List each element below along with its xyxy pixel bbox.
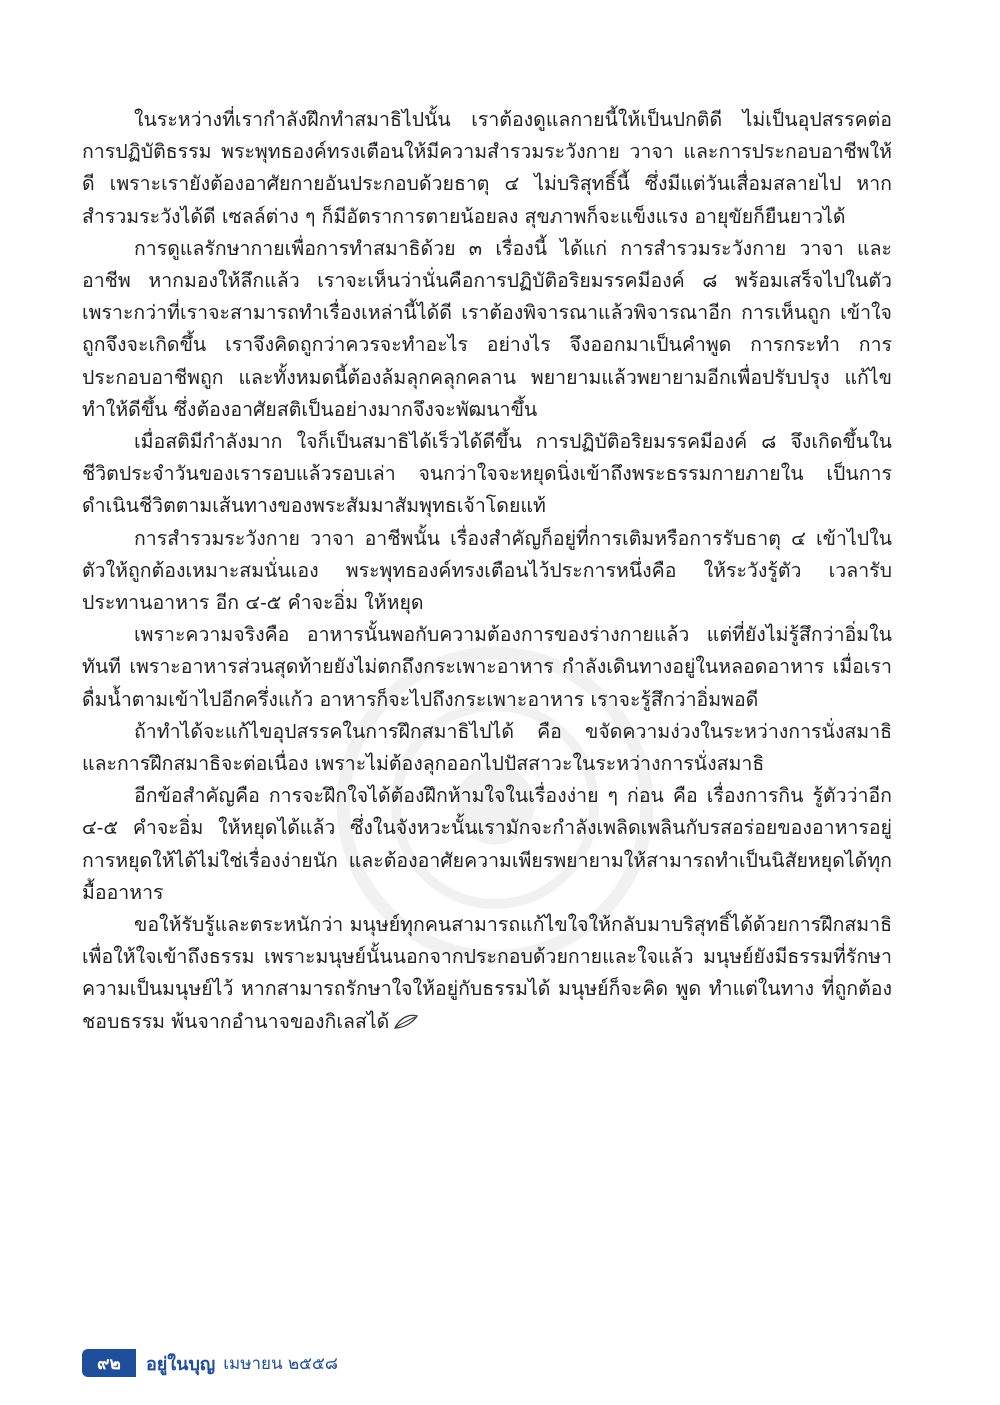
page-footer (82, 1348, 338, 1378)
paragraph-last-text: ขอให้รับรู้และตระหนักว่า มนุษย์ทุกคนสามารถแก้ไขใจให้กลับมาบริสุทธิ์ได้ด้วยการฝึกสมาธิ เพื่อให้ใจเข้าถึงธรรม เพราะมนุษย์นั้นนอกจากประกอบด้วยกายและใจแล้ว มนุษย์ยังมีธรรมที่รักษาความเป็นมนุษย์ไว้ หากสามารถรักษาใจให้อยู่กับธรรมได้ มนุษย์ก็จะคิด พูด ทำแต่ในทาง ที่ถูกต้องชอบธรรม พ้นจากอำนาจของกิเลสได้ (82, 913, 892, 1033)
paragraph: การดูแลรักษากายเพื่อการทำสมาธิด้วย ๓ เรื่องนี้ ได้แก่ การสำรวมระวังกาย วาจา และอาชีพ หากมองให้ลึกแล้ว เราจะเห็นว่านั่นคือการปฏิบัติอริยมรรคมีองค์ ๘ พร้อมเสร็จไปในตัว เพราะกว่าที่เราจะสามารถทำเรื่องเหล่านี้ได้ดี เราต้องพิจารณาแล้วพิจารณาอีก การเห็นถูก เข้าใจถูกจึงจะเกิดขึ้น เราจึงคิดถูกว่าควรจะทำอะไร อย่างไร จึงออกมาเป็นคำพูด การกระทำ การประกอบอาชีพถูก และทั้งหมดนี้ต้องล้มลุกคลุกคลาน พยายามแล้วพยายามอีกเพื่อปรับปรุง แก้ไขทำให้ดีขึ้น ซึ่งต้องอาศัยสติเป็นอย่างมากจึงจะพัฒนาขึ้น (82, 236, 892, 421)
paragraph-last (82, 909, 892, 1038)
paragraph: เพราะความจริงคือ อาหารนั้นพอกับความต้องการของร่างกายแล้ว แต่ที่ยังไม่รู้สึกว่าอิ่มในทันที เพราะอาหารส่วนสุดท้ายยังไม่ตกถึงกระเพาะอาหาร กำลังเดินทางอยู่ในหลอดอาหาร เมื่อเราดื่มน้ำตามเข้าไปอีกครึ่งแก้ว อาหารก็จะไปถึงกระเพาะอาหาร เราจะรู้สึกว่าอิ่มพอดี (82, 623, 892, 711)
paragraph: ในระหว่างที่เรากำลังฝึกทำสมาธิไปนั้น เราต้องดูแลกายนี้ให้เป็นปกติดี ไม่เป็นอุปสรรคต่อการปฏิบัติธรรม พระพุทธองค์ทรงเตือนให้มีความสำรวมระวังกาย วาจา และการประกอบอาชีพให้ดี เพราะเรายังต้องอาศัยกายอันประกอบด้วยธาตุ ๔ ไม่บริสุทธิ์นี้ ซึ่งมีแต่วันเสื่อมสลายไป หากสำรวมระวังได้ดี เซลล์ต่าง ๆ ก็มีอัตราการตายน้อยลง สุขภาพก็จะแข็งแรง อายุขัยก็ยืนยาวได้ (82, 108, 892, 228)
leaf-end-mark-icon (393, 1014, 419, 1030)
paragraph: อีกข้อสำคัญคือ การจะฝึกใจได้ต้องฝึกห้ามใจในเรื่องง่าย ๆ ก่อน คือ เรื่องการกิน รู้ตัวว่าอีก ๔-๕ คำจะอิ่ม ให้หยุดได้แล้ว ซึ่งในจังหวะนั้นเรามักจะกำลังเพลิดเพลินกับรสอร่อยของอาหารอยู่ การหยุดให้ได้ไม่ใช่เรื่องง่ายนัก และต้องอาศัยความเพียรพยายามให้สามารถทำเป็นนิสัยหยุดได้ทุกมื้ออาหาร (82, 784, 892, 904)
article-body (82, 104, 892, 1038)
issue-date: เมษายน ๒๕๕๘ (223, 1353, 339, 1374)
paragraph: เมื่อสติมีกำลังมาก ใจก็เป็นสมาธิได้เร็วได้ดีขึ้น การปฏิบัติอริยมรรคมีองค์ ๘ จึงเกิดขึ้นในชีวิตประจำวันของเรารอบแล้วรอบเล่า จนกว่าใจจะหยุดนิ่งเข้าถึงพระธรรมกายภายใน เป็นการดำเนินชีวิตตามเส้นทางของพระสัมมาสัมพุทธเจ้าโดยแท้ (82, 430, 892, 518)
page-number-badge: ๙๒ (82, 1349, 136, 1377)
magazine-name: อยู่ในบุญ (146, 1353, 216, 1375)
paragraph: การสำรวมระวังกาย วาจา อาชีพนั้น เรื่องสำคัญก็อยู่ที่การเติมหรือการรับธาตุ ๔ เข้าไปในตัวให้ถูกต้องเหมาะสมนั่นเอง พระพุทธองค์ทรงเตือนไว้ประการหนึ่งคือ ให้ระวังรู้ตัว เวลารับประทานอาหาร อีก ๔-๕ คำจะอิ่ม ให้หยุด (82, 526, 892, 615)
paragraph: ถ้าทำได้จะแก้ไขอุปสรรคในการฝึกสมาธิไปได้ คือ ขจัดความง่วงในระหว่างการนั่งสมาธิ และการฝึกสมาธิจะต่อเนื่อง เพราะไม่ต้องลุกออกไปปัสสาวะในระหว่างการนั่งสมาธิ (82, 719, 892, 776)
